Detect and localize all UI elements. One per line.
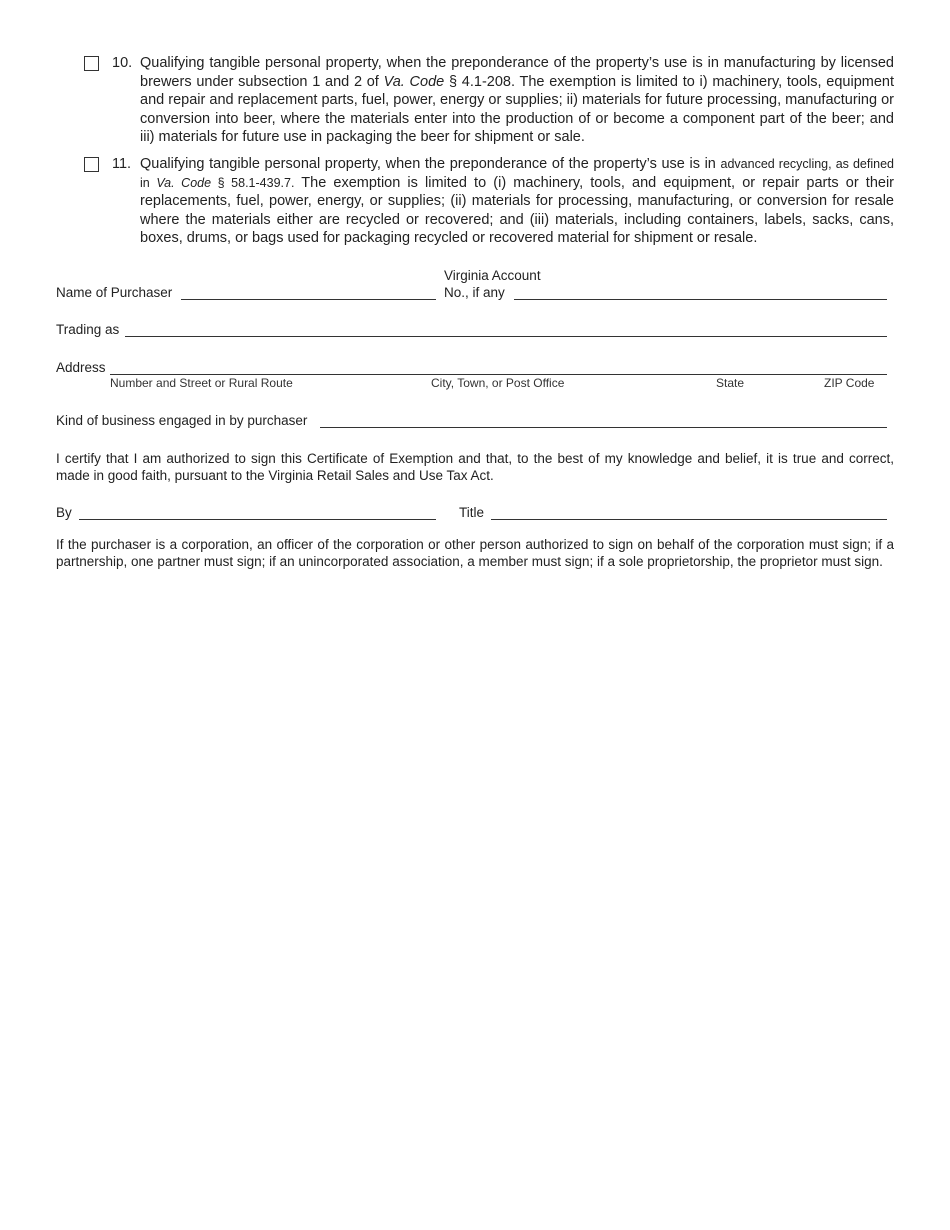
signature-line [79, 519, 436, 520]
account-label-line1: Virginia Account [444, 268, 541, 283]
item-text: Qualifying tangible personal property, when the preponderance of the property’s use is in manufacturing by licensed brewers under subsection 1 and 2 of Va. Code § 4.1-208. The exemption is limited to i) machinery, tools, equipment and repair and replacement parts, fuel, power, energy or supplies; ii) materials for future processing, manufacturing or conversion into beer, where the materials enter into the production of or become a component part of the beer; and iii) materials for future use in packaging the beer for shipment or sale. [140, 55, 895, 146]
business-kind-label: Kind of business engaged in by purchaser [56, 413, 308, 428]
item-11-checkbox[interactable] [84, 157, 99, 172]
purchaser-name-line [181, 299, 436, 300]
purchaser-name-input[interactable] [184, 283, 434, 299]
address-line [110, 374, 887, 375]
account-number-input[interactable] [517, 283, 885, 299]
by-label: By [56, 505, 72, 520]
trading-as-input[interactable] [128, 320, 885, 336]
address-label: Address [56, 360, 106, 375]
address-street-caption: Number and Street or Rural Route [110, 376, 293, 390]
business-kind-input[interactable] [323, 411, 885, 427]
address-city-caption: City, Town, or Post Office [431, 376, 565, 390]
address-zip-caption: ZIP Code [824, 376, 875, 390]
item-text: Qualifying tangible personal property, when the preponderance of the property’s use is in advanced recycling, as defined in Va. Code § 58.1-439.7. The exemption is limited to (i) machinery, tools, and equipment, or repair parts or their replacements, fuel, power, energy, or supplies; (ii) materials for processing, manufacturing, or conversion for resale where the materials either are recycled or recovered; and (iii) materials, including containers, labels, sacks, cans, boxes, drums, or bags used for packaging recycled or recovered material for shipment or resale. [140, 156, 895, 247]
item-10-checkbox[interactable] [84, 56, 99, 71]
item-number: 11. [112, 156, 132, 172]
certification-statement: I certify that I am authorized to sign this Certificate of Exemption and that, to the best of my knowledge and belief, it is true and correct, made in good faith, pursuant to the Virginia Retail Sales and Use Tax Act. [56, 451, 894, 483]
address-state-caption: State [716, 376, 745, 390]
business-kind-line [320, 427, 887, 428]
trading-as-label: Trading as [56, 322, 120, 337]
title-label: Title [459, 505, 485, 520]
address-input[interactable] [113, 358, 885, 374]
account-label-line2: No., if any [444, 285, 505, 300]
signer-instructions: If the purchaser is a corporation, an officer of the corporation or other person authorized to sign on behalf of the corporation must sign; if a partnership, one partner must sign; if an unincorporated association, a member must sign; if a sole proprietorship, the proprietor must sign. [56, 537, 894, 569]
trading-as-line [125, 336, 887, 337]
item-number: 10. [112, 55, 133, 71]
account-number-line [514, 299, 887, 300]
title-line [491, 519, 887, 520]
purchaser-name-label: Name of Purchaser [56, 285, 173, 300]
signature-input[interactable] [82, 503, 434, 519]
title-input[interactable] [494, 503, 885, 519]
